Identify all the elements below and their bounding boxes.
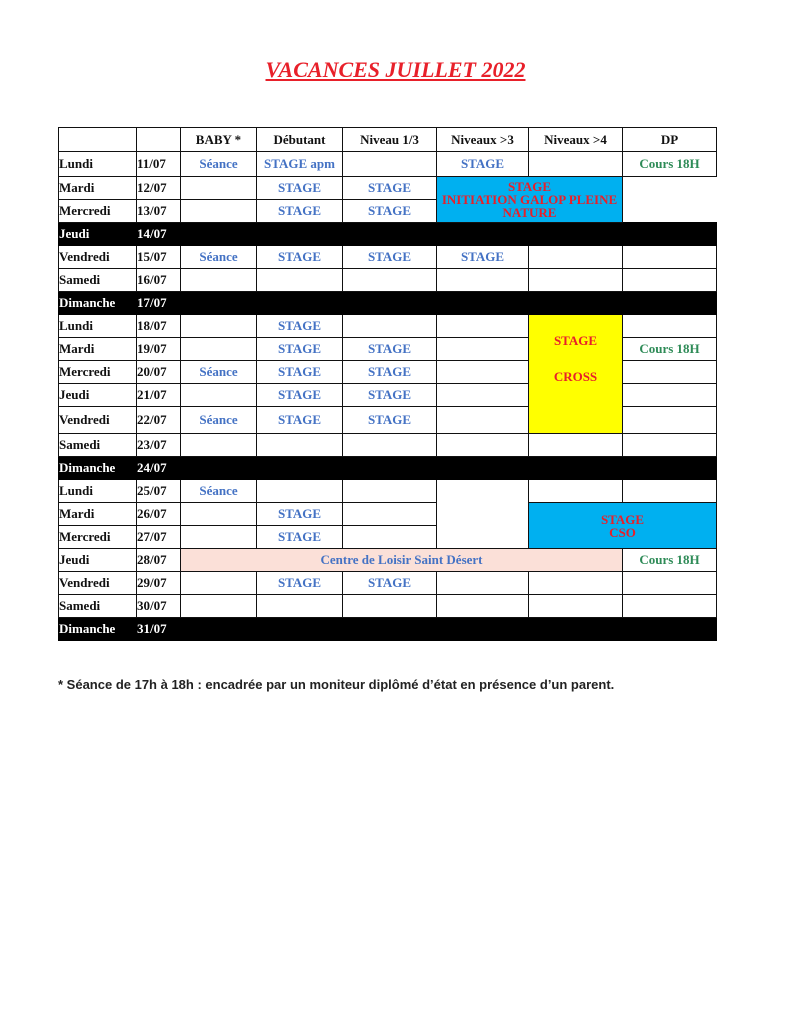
dp-cell bbox=[623, 434, 717, 457]
block-line: INITIATION GALOP PLEINE bbox=[441, 192, 618, 207]
header-debutant: Débutant bbox=[257, 128, 343, 152]
dp-cell bbox=[623, 269, 717, 292]
date-cell: 22/07 bbox=[137, 407, 181, 434]
dp-cell bbox=[623, 384, 717, 407]
niveaux-4-cell bbox=[529, 434, 623, 457]
dp-cell bbox=[623, 361, 717, 384]
table-row bbox=[59, 595, 717, 618]
day-cell: Vendredi bbox=[59, 572, 137, 595]
holiday-row bbox=[59, 223, 717, 246]
baby-cell: Séance bbox=[181, 407, 257, 434]
day-cell: Dimanche bbox=[59, 292, 137, 315]
centre-de-loisir-span: Centre de Loisir Saint Désert bbox=[181, 549, 623, 572]
day-cell: Mardi bbox=[59, 177, 137, 200]
date-cell: 30/07 bbox=[137, 595, 181, 618]
block-line: STAGE bbox=[507, 179, 552, 194]
header-dp: DP bbox=[623, 128, 717, 152]
holiday-row bbox=[59, 292, 717, 315]
day-cell: Jeudi bbox=[59, 223, 137, 246]
date-cell: 14/07 bbox=[137, 223, 181, 246]
table-row bbox=[59, 572, 717, 595]
niveau-1-3-cell bbox=[343, 595, 437, 618]
day-cell: Lundi bbox=[59, 152, 137, 177]
block-line: CSO bbox=[609, 524, 636, 540]
dp-cell bbox=[623, 480, 717, 503]
baby-cell bbox=[181, 338, 257, 361]
date-cell: 31/07 bbox=[137, 618, 181, 641]
niveau-1-3-cell: STAGE bbox=[343, 361, 437, 384]
niveaux-3-cell bbox=[437, 572, 529, 595]
baby-cell bbox=[181, 200, 257, 223]
table-row bbox=[59, 549, 717, 572]
niveau-1-3-cell bbox=[343, 269, 437, 292]
niveau-1-3-cell bbox=[343, 434, 437, 457]
baby-cell: Séance bbox=[181, 480, 257, 503]
stage-galop-pleine-nature-block bbox=[437, 177, 623, 223]
day-cell: Jeudi bbox=[59, 549, 137, 572]
stage-cso-block bbox=[529, 503, 717, 549]
debutant-cell bbox=[257, 480, 343, 503]
header-day bbox=[59, 128, 137, 152]
date-cell: 25/07 bbox=[137, 480, 181, 503]
baby-cell: Séance bbox=[181, 246, 257, 269]
debutant-cell: STAGE bbox=[257, 315, 343, 338]
dp-cell bbox=[623, 595, 717, 618]
dp-cell bbox=[623, 407, 717, 434]
debutant-cell: STAGE bbox=[257, 338, 343, 361]
blank-span bbox=[181, 457, 717, 480]
dp-cell bbox=[623, 177, 717, 223]
niveaux-3-cell bbox=[437, 434, 529, 457]
holiday-row bbox=[59, 618, 717, 641]
day-cell: Mercredi bbox=[59, 200, 137, 223]
day-cell: Samedi bbox=[59, 434, 137, 457]
dp-cell bbox=[623, 246, 717, 269]
baby-cell bbox=[181, 572, 257, 595]
date-cell: 21/07 bbox=[137, 384, 181, 407]
debutant-cell: STAGE bbox=[257, 200, 343, 223]
niveaux-4-cell bbox=[529, 246, 623, 269]
dp-cell: Cours 18H bbox=[623, 338, 717, 361]
stage-cross-block bbox=[529, 315, 623, 434]
dp-cell bbox=[623, 572, 717, 595]
day-cell: Mercredi bbox=[59, 361, 137, 384]
dp-cell: Cours 18H bbox=[623, 549, 717, 572]
baby-cell bbox=[181, 177, 257, 200]
niveaux-3-cell bbox=[437, 595, 529, 618]
table-row bbox=[59, 315, 717, 338]
block-line: CROSS bbox=[553, 369, 598, 384]
debutant-cell: STAGE bbox=[257, 384, 343, 407]
debutant-cell: STAGE bbox=[257, 246, 343, 269]
day-cell: Vendredi bbox=[59, 246, 137, 269]
baby-cell bbox=[181, 526, 257, 549]
date-cell: 24/07 bbox=[137, 457, 181, 480]
blank-span bbox=[181, 292, 717, 315]
niveau-1-3-cell: STAGE bbox=[343, 177, 437, 200]
page-title: VACANCES JUILLET 2022 bbox=[265, 57, 526, 82]
debutant-cell: STAGE bbox=[257, 572, 343, 595]
table-row bbox=[59, 177, 717, 200]
niveau-1-3-cell bbox=[343, 315, 437, 338]
table-row bbox=[59, 480, 717, 503]
niveau-1-3-cell: STAGE bbox=[343, 572, 437, 595]
date-cell: 29/07 bbox=[137, 572, 181, 595]
date-cell: 17/07 bbox=[137, 292, 181, 315]
date-cell: 20/07 bbox=[137, 361, 181, 384]
niveaux-3-cell bbox=[437, 407, 529, 434]
date-cell: 18/07 bbox=[137, 315, 181, 338]
schedule-table bbox=[58, 127, 717, 641]
table-row bbox=[59, 503, 717, 526]
date-cell: 15/07 bbox=[137, 246, 181, 269]
niveaux-3-cell: STAGE bbox=[437, 246, 529, 269]
debutant-cell: STAGE bbox=[257, 177, 343, 200]
date-cell: 16/07 bbox=[137, 269, 181, 292]
block-line: NATURE bbox=[502, 205, 557, 220]
niveaux-4-cell bbox=[529, 152, 623, 177]
blank-span bbox=[181, 223, 717, 246]
niveau-1-3-cell bbox=[343, 152, 437, 177]
day-cell: Mardi bbox=[59, 338, 137, 361]
niveaux-4-cell bbox=[529, 480, 623, 503]
niveau-1-3-cell bbox=[343, 480, 437, 503]
niveau-1-3-cell: STAGE bbox=[343, 338, 437, 361]
day-cell: Dimanche bbox=[59, 618, 137, 641]
niveau-1-3-cell: STAGE bbox=[343, 384, 437, 407]
header-niveaux-4: Niveaux >4 bbox=[529, 128, 623, 152]
baby-cell: Séance bbox=[181, 152, 257, 177]
date-cell: 28/07 bbox=[137, 549, 181, 572]
block-line: STAGE bbox=[600, 511, 645, 527]
niveaux-3-cell bbox=[437, 338, 529, 361]
niveau-1-3-cell: STAGE bbox=[343, 407, 437, 434]
niveaux-3-cell bbox=[437, 315, 529, 338]
header-niveaux-3: Niveaux >3 bbox=[437, 128, 529, 152]
debutant-cell: STAGE bbox=[257, 361, 343, 384]
holiday-row bbox=[59, 457, 717, 480]
debutant-cell: STAGE bbox=[257, 407, 343, 434]
debutant-cell bbox=[257, 434, 343, 457]
block-line: STAGE bbox=[553, 333, 598, 348]
footnote: * Séance de 17h à 18h : encadrée par un moniteur diplômé d’état en présence d’un parent. bbox=[58, 677, 615, 692]
day-cell: Mardi bbox=[59, 503, 137, 526]
baby-cell bbox=[181, 503, 257, 526]
dp-cell: Cours 18H bbox=[623, 152, 717, 177]
niveau-1-3-cell bbox=[343, 503, 437, 526]
date-cell: 23/07 bbox=[137, 434, 181, 457]
niveaux-4-cell bbox=[529, 269, 623, 292]
niveau-1-3-cell: STAGE bbox=[343, 200, 437, 223]
debutant-cell bbox=[257, 269, 343, 292]
header-niveau-1-3: Niveau 1/3 bbox=[343, 128, 437, 152]
dp-cell bbox=[623, 315, 717, 338]
day-cell: Samedi bbox=[59, 595, 137, 618]
niveaux-3-cell bbox=[437, 480, 529, 549]
blank-span bbox=[181, 618, 717, 641]
debutant-cell: STAGE apm bbox=[257, 152, 343, 177]
table-row bbox=[59, 152, 717, 177]
debutant-cell: STAGE bbox=[257, 526, 343, 549]
baby-cell bbox=[181, 269, 257, 292]
day-cell: Vendredi bbox=[59, 407, 137, 434]
date-cell: 19/07 bbox=[137, 338, 181, 361]
baby-cell bbox=[181, 595, 257, 618]
day-cell: Lundi bbox=[59, 480, 137, 503]
date-cell: 13/07 bbox=[137, 200, 181, 223]
niveaux-4-cell bbox=[529, 572, 623, 595]
debutant-cell bbox=[257, 595, 343, 618]
date-cell: 26/07 bbox=[137, 503, 181, 526]
day-cell: Lundi bbox=[59, 315, 137, 338]
day-cell: Dimanche bbox=[59, 457, 137, 480]
table-row bbox=[59, 246, 717, 269]
date-cell: 27/07 bbox=[137, 526, 181, 549]
niveau-1-3-cell: STAGE bbox=[343, 246, 437, 269]
table-row bbox=[59, 269, 717, 292]
header-baby: BABY * bbox=[181, 128, 257, 152]
day-cell: Samedi bbox=[59, 269, 137, 292]
day-cell: Mercredi bbox=[59, 526, 137, 549]
baby-cell: Séance bbox=[181, 361, 257, 384]
baby-cell bbox=[181, 434, 257, 457]
niveaux-3-cell bbox=[437, 361, 529, 384]
header-date bbox=[137, 128, 181, 152]
debutant-cell: STAGE bbox=[257, 503, 343, 526]
date-cell: 12/07 bbox=[137, 177, 181, 200]
table-row bbox=[59, 434, 717, 457]
baby-cell bbox=[181, 315, 257, 338]
niveaux-3-cell bbox=[437, 269, 529, 292]
baby-cell bbox=[181, 384, 257, 407]
day-cell: Jeudi bbox=[59, 384, 137, 407]
niveaux-4-cell bbox=[529, 595, 623, 618]
niveaux-3-cell: STAGE bbox=[437, 152, 529, 177]
niveau-1-3-cell bbox=[343, 526, 437, 549]
date-cell: 11/07 bbox=[137, 152, 181, 177]
header-row bbox=[59, 128, 717, 152]
niveaux-3-cell bbox=[437, 384, 529, 407]
